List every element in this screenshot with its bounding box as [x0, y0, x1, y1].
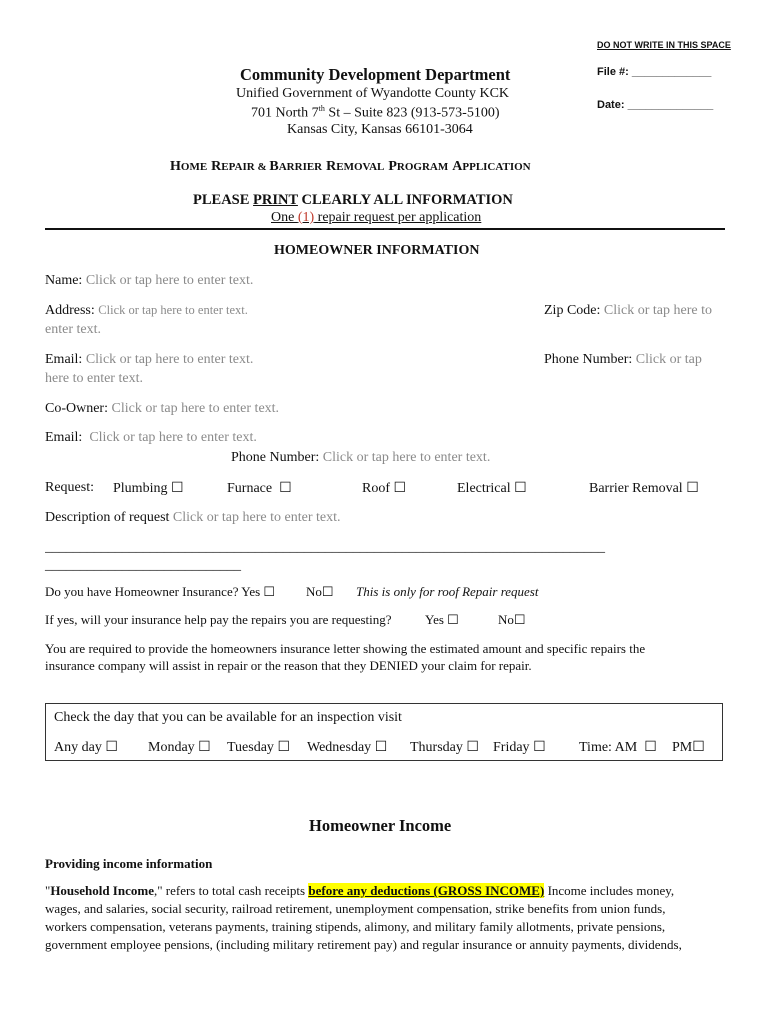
checkbox-icon: ☐: [374, 740, 388, 755]
checkbox-icon: ☐: [513, 612, 526, 627]
request-option-barrier-removal[interactable]: Barrier Removal ☐: [589, 481, 699, 496]
inspection-day-any[interactable]: Any day ☐: [54, 740, 118, 755]
file-number-field: File #: _____________: [597, 66, 712, 78]
inspection-day-thursday[interactable]: Thursday ☐: [410, 740, 479, 755]
request-option-plumbing[interactable]: Plumbing ☐: [113, 481, 184, 496]
zip-code-field[interactable]: Zip Code: Click or tap here to: [544, 303, 712, 318]
inspection-day-wednesday[interactable]: Wednesday ☐: [307, 740, 388, 755]
checkbox-icon: ☐: [447, 612, 459, 627]
roof-only-note: This is only for roof Repair request: [356, 584, 539, 599]
insurance-pay-yes-option[interactable]: Yes ☐: [425, 612, 459, 627]
checkbox-icon: ☐: [279, 481, 292, 496]
insurance-no-option[interactable]: No☐: [306, 584, 334, 599]
print-clearly-heading: PLEASE PRINT CLEARLY ALL INFORMATION: [193, 192, 513, 208]
email-field[interactable]: Email: Click or tap here to enter text.: [45, 352, 254, 367]
description-line-2: ____________________________: [45, 558, 241, 573]
name-field[interactable]: Name: Click or tap here to enter text.: [45, 273, 254, 288]
program-title: HOME REPAIR & BARRIER REMOVAL PROGRAM APPLICATION: [170, 159, 531, 174]
checkbox-icon: ☐: [686, 481, 699, 496]
inspection-day-monday[interactable]: Monday ☐: [148, 740, 211, 755]
request-label: Request:: [45, 480, 94, 495]
checkbox-icon: ☐: [466, 740, 479, 755]
department-title: Community Development Department: [240, 65, 511, 84]
inspection-day-tuesday[interactable]: Tuesday ☐: [227, 740, 290, 755]
do-not-write-note: DO NOT WRITE IN THIS SPACE: [597, 40, 731, 50]
income-paragraph-line-1: "Household Income," refers to total cash receipts before any deductions (GROSS INCOME) Income includes money,: [45, 883, 675, 898]
request-option-electrical[interactable]: Electrical ☐: [457, 481, 527, 496]
income-section-title: Homeowner Income: [309, 816, 452, 835]
checkbox-icon: ☐: [514, 481, 527, 496]
checkbox-icon: ☐: [644, 740, 657, 755]
income-paragraph-line-2: wages, and salaries, social security, railroad retirement, unemployment compensation, strike benefits from union funds,: [45, 901, 666, 916]
inspection-time-am[interactable]: Time: AM ☐: [579, 740, 657, 755]
insurance-question-2: If yes, will your insurance help pay the repairs you are requesting?: [45, 612, 392, 627]
insurance-pay-no-option[interactable]: No☐: [498, 612, 526, 627]
checkbox-icon: ☐: [277, 740, 290, 755]
phone-number-field[interactable]: Phone Number: Click or tap: [544, 352, 702, 367]
checkbox-icon: ☐: [393, 481, 407, 496]
insurance-letter-line-2: insurance company will assist in repair or the reason that they DENIED your claim for repair.: [45, 658, 532, 673]
co-owner-phone-field[interactable]: Phone Number: Click or tap here to enter text.: [231, 450, 491, 465]
inspection-title: Check the day that you can be available for an inspection visit: [54, 710, 402, 725]
date-field: Date: ______________: [597, 99, 714, 111]
insurance-question-1: Do you have Homeowner Insurance? Yes ☐: [45, 584, 276, 599]
header-line-2: 701 North 7th St – Suite 823 (913-573-5100): [251, 104, 500, 121]
income-paragraph-line-3: workers compensation, veterans payments, training stipends, alimony, and military family allotments, private pensions,: [45, 919, 666, 934]
checkbox-icon[interactable]: ☐: [263, 584, 276, 599]
checkbox-icon: ☐: [533, 740, 546, 755]
description-field[interactable]: Description of request Click or tap here to enter text.: [45, 510, 341, 525]
income-subtitle: Providing income information: [45, 856, 213, 871]
checkbox-icon: ☐: [198, 740, 211, 755]
inspection-time-pm[interactable]: PM☐: [672, 740, 705, 755]
address-field-wrap[interactable]: enter text.: [45, 322, 101, 337]
request-option-furnace[interactable]: Furnace ☐: [227, 481, 292, 496]
inspection-day-friday[interactable]: Friday ☐: [493, 740, 546, 755]
one-request-note: One (1) repair request per application: [271, 210, 482, 225]
insurance-letter-line-1: You are required to provide the homeowners insurance letter showing the estimated amount and specific repairs the: [45, 641, 646, 656]
income-paragraph-line-4: government employee pensions, (including military retirement pay) and regular insurance or annuity payments, dividends,: [45, 937, 682, 952]
co-owner-field[interactable]: Co-Owner: Click or tap here to enter text.: [45, 401, 280, 416]
description-line-1: ________________________________________________________________________________: [45, 540, 605, 555]
co-owner-email-field[interactable]: Email: Click or tap here to enter text.: [45, 430, 257, 445]
header-line-1: Unified Government of Wyandotte County KCK: [236, 86, 510, 101]
checkbox-icon: ☐: [170, 481, 184, 496]
checkbox-icon: ☐: [692, 740, 705, 755]
header-divider: [45, 228, 725, 230]
address-field[interactable]: Address: Click or tap here to enter text.: [45, 303, 248, 318]
checkbox-icon: ☐: [105, 740, 118, 755]
request-option-roof[interactable]: Roof ☐: [362, 481, 407, 496]
homeowner-section-title: HOMEOWNER INFORMATION: [274, 243, 480, 258]
email-field-wrap[interactable]: here to enter text.: [45, 371, 143, 386]
checkbox-icon: ☐: [321, 584, 334, 599]
header-line-3: Kansas City, Kansas 66101-3064: [287, 122, 473, 137]
